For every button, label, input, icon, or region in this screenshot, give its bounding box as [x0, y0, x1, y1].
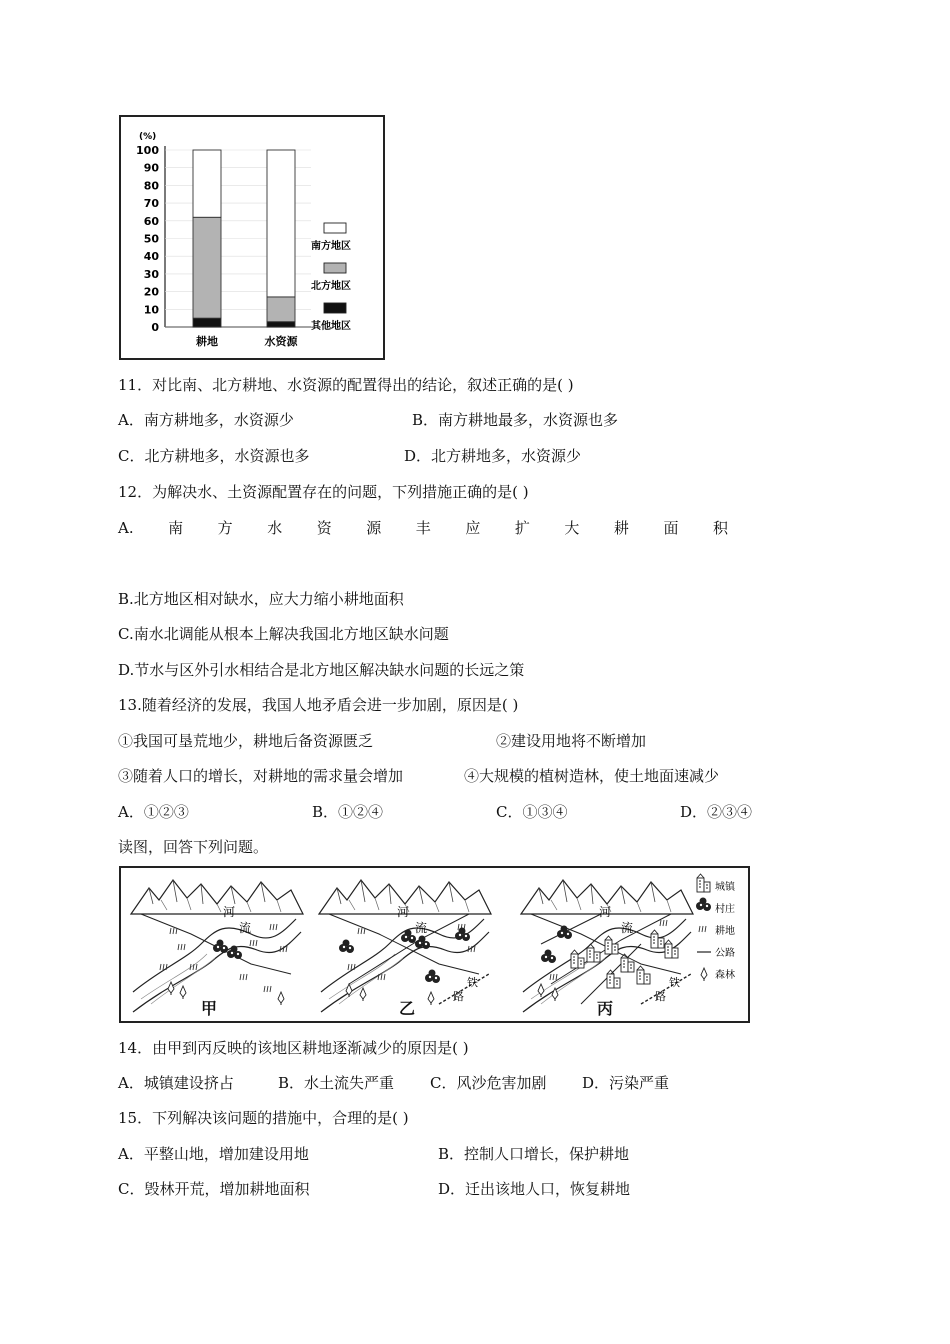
map-caption-yi: 乙 [399, 999, 416, 1018]
map-bing-river-char: 河 [599, 905, 612, 919]
map-jia-river-char: 流 [239, 921, 252, 935]
q15-option-d: D．迁出该地人口，恢复耕地 [438, 1180, 631, 1198]
q12-a-char: 扩 [514, 519, 530, 537]
q12-a-char: 南 [168, 519, 184, 537]
land-use-maps [119, 866, 750, 1023]
q12-a-char: 源 [366, 519, 382, 537]
q12-a-char: 积 [712, 519, 728, 537]
bar-segment [193, 150, 221, 217]
map-jia [131, 880, 303, 1012]
y-tick-label: 90 [143, 161, 159, 175]
q13-option-a: A．①②③ [118, 803, 189, 821]
x-tick-label: 耕地 [196, 335, 218, 348]
maps-legend [696, 874, 736, 981]
read-prompt: 读图，回答下列问题。 [118, 838, 269, 856]
map-yi-rail-char: 铁 [467, 976, 478, 989]
q11-option-d: D．北方耕地多，水资源少 [404, 447, 582, 465]
q13-statement-2: ②建设用地将不断增加 [496, 732, 647, 750]
q12-stem: 12．为解决水、土资源配置存在的问题，下列措施正确的是( ) [118, 483, 529, 501]
q12-a-char: 资 [316, 519, 332, 537]
map-yi-river-char: 河 [397, 905, 410, 919]
q14-option-c: C．风沙危害加剧 [430, 1074, 547, 1092]
legend-label: 南方地区 [311, 241, 351, 252]
q12-a-char: 耕 [613, 519, 629, 537]
q14-option-a: A．城镇建设挤占 [118, 1074, 234, 1092]
bar-segment [193, 318, 221, 327]
y-tick-label: 20 [143, 285, 159, 299]
q15-option-a: A．平整山地，增加建设用地 [118, 1145, 309, 1163]
bar-segment [267, 322, 295, 327]
y-tick-label: 40 [143, 250, 159, 264]
legend-swatch [324, 303, 346, 313]
q13-option-b: B．①②④ [312, 803, 384, 821]
q15-stem: 15．下列解决该问题的措施中，合理的是( ) [118, 1109, 409, 1127]
map-caption-jia: 甲 [201, 999, 218, 1018]
q12-option-c: C.南水北调能从根本上解决我国北方地区缺水问题 [118, 625, 449, 643]
q12-a-char: 丰 [415, 519, 431, 537]
q12-a-char: 面 [663, 519, 679, 537]
y-tick-label: 60 [143, 214, 159, 228]
legend-village-label: 村庄 [715, 904, 735, 915]
x-tick-label: 水资源 [264, 335, 298, 348]
q15-option-c: C．毁林开荒，增加耕地面积 [118, 1180, 310, 1198]
q14-option-d: D．污染严重 [582, 1074, 670, 1092]
q13-statement-1: ①我国可垦荒地少，耕地后备资源匮乏 [118, 732, 374, 750]
q13-statement-3: ③随着人口的增长，对耕地的需求量会增加 [118, 767, 404, 785]
q12-option-a [118, 518, 728, 538]
legend-town-label: 城镇 [715, 882, 735, 893]
legend-swatch [324, 263, 346, 273]
legend-label: 其他地区 [311, 321, 351, 332]
bar-segment [193, 217, 221, 318]
q12-a-char: 大 [564, 519, 580, 537]
q11-option-b: B．南方耕地最多，水资源也多 [412, 411, 619, 429]
q12-a-char: 水 [267, 519, 283, 537]
map-yi [319, 880, 491, 1012]
q12-a-char: 方 [217, 519, 233, 537]
map-bing-rail-char: 路 [655, 990, 666, 1003]
legend-farmland-label: 耕地 [715, 926, 735, 937]
y-tick-label: 80 [143, 179, 159, 193]
q13-option-d: D．②③④ [680, 803, 753, 821]
q12-option-b: B.北方地区相对缺水，应大力缩小耕地面积 [118, 590, 404, 608]
q12-a-char: A. [118, 519, 134, 537]
y-tick-label: 50 [143, 232, 159, 246]
q15-option-b: B．控制人口增长，保护耕地 [438, 1145, 630, 1163]
y-tick-label: 100 [136, 144, 159, 157]
bar-segment [267, 150, 295, 297]
q13-statement-4: ④大规模的植树造林，使土地面速减少 [464, 767, 720, 785]
legend-label: 北方地区 [311, 281, 351, 292]
q13-option-c: C．①③④ [496, 803, 568, 821]
map-bing-river-char: 流 [621, 921, 634, 935]
chart-svg [121, 117, 383, 358]
y-axis-unit: (%) [139, 132, 157, 142]
map-caption-bing: 丙 [597, 999, 614, 1018]
q12-option-d: D.节水与区外引水相结合是北方地区解决缺水问题的长远之策 [118, 661, 525, 679]
q14-stem: 14．由甲到丙反映的该地区耕地逐渐减少的原因是( ) [118, 1039, 469, 1057]
map-bing-rail-char: 铁 [669, 976, 680, 989]
legend-road-label: 公路 [715, 948, 735, 959]
bar-segment [267, 297, 295, 322]
map-yi-river-char: 流 [415, 921, 428, 935]
q12-a-char: 应 [465, 519, 481, 537]
y-tick-label: 0 [151, 321, 159, 334]
y-tick-label: 70 [143, 197, 159, 211]
legend-forest-label: 森林 [715, 970, 735, 981]
q14-option-b: B．水土流失严重 [278, 1074, 395, 1092]
q11-stem: 11．对比南、北方耕地、水资源的配置得出的结论，叙述正确的是( ) [118, 376, 574, 394]
y-tick-label: 10 [143, 303, 159, 317]
legend-swatch [324, 223, 346, 233]
q11-option-c: C．北方耕地多，水资源也多 [118, 447, 310, 465]
resource-chart [119, 115, 385, 360]
map-jia-river-char: 河 [223, 905, 236, 919]
q11-option-a: A．南方耕地多，水资源少 [118, 411, 294, 429]
map-yi-rail-char: 路 [453, 990, 464, 1003]
map-bing [521, 880, 693, 1012]
y-tick-label: 30 [143, 267, 159, 281]
q13-stem: 13.随着经济的发展，我国人地矛盾会进一步加剧，原因是( ) [118, 696, 519, 714]
